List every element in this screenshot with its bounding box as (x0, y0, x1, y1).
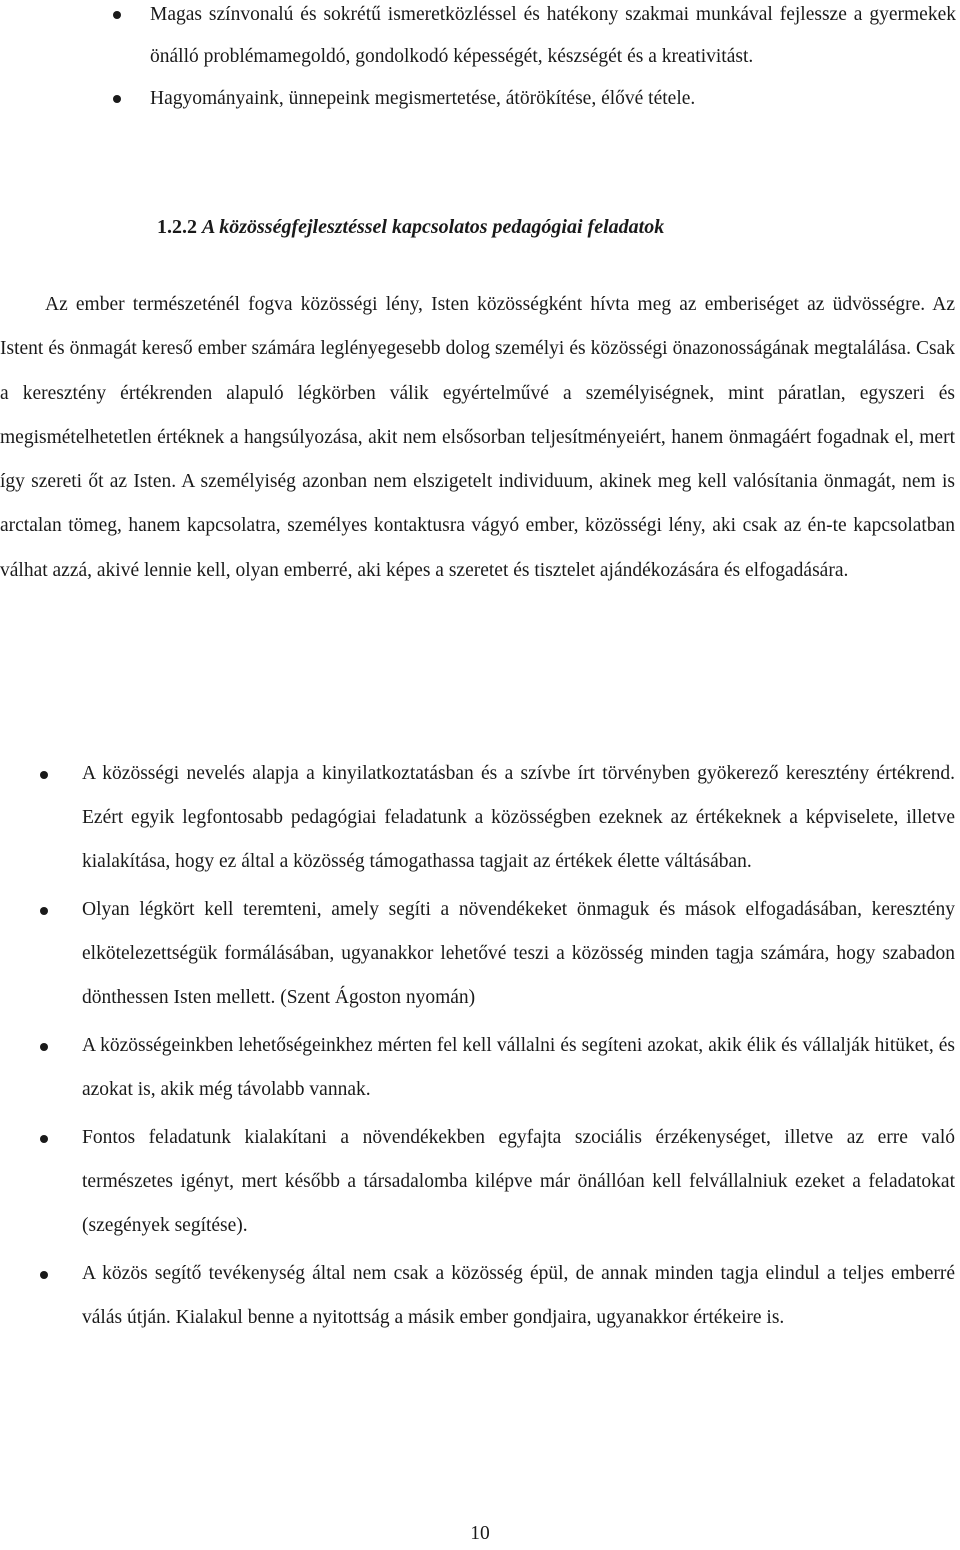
list-item (35, 1252, 955, 1340)
list-item (35, 888, 955, 1020)
list-item-text: Hagyományaink, ünnepeink megismertetése, átörökítése, élővé tétele. (150, 88, 696, 109)
body-paragraph: Az ember természeténél fogva közösségi lény, Isten közösségként hívta meg az emberiséget az üdvösségre. Az Istent és önmagát kereső ember számára leglényegesebb dolog személyi és közösségi önazonosságának megtalálása. Csak a keresztény értékrenden alapuló légkörben válik egyértelművé a személyiségnek, mint páratlan, egyszeri és megismételhetetlen értéknek a hangsúlyozása, akit nem elsősorban teljesítményeiért, hanem önmagáért fogadnak el, mert így szereti őt az Isten. A személyiség azonban nem elszigetelt individuum, akinek meg kell valósítania önmagát, nem is arctalan tömeg, hanem kapcsolatra, személyes kontaktusra vágyó ember, közösségi lény, aki csak az én-te kapcsolatban válhat azzá, akivé lennie kell, olyan emberré, aki képes a szeretet és tisztelet ajándékozására és elfogadására. (0, 294, 955, 581)
list-item (35, 1116, 955, 1248)
bullet-icon (40, 1043, 48, 1051)
bullet-icon (40, 907, 48, 915)
bullet-icon (113, 11, 121, 19)
main-bullet-list (35, 752, 955, 1340)
section-heading (157, 216, 664, 239)
list-item-text: A közösségeinkben lehetőségeinkhez mérten fel kell vállalni és segíteni azokat, akik élik és vállalják hitüket, és azokat is, akik még távolabb vannak. (82, 1035, 955, 1100)
list-item-text: Magas színvonalú és sokrétű ismeretközléssel és hatékony szakmai munkával fejlessze a gyermekek önálló problémamegoldó, gondolkodó képességét, készségét és a kreativitást. (150, 4, 956, 67)
section-number: 1.2.2 (157, 216, 197, 238)
list-item (110, 0, 956, 78)
page-number: 10 (470, 1523, 490, 1544)
list-item-text: A közösségi nevelés alapja a kinyilatkoztatásban és a szívbe írt törvényben gyökerező keresztény értékrend. Ezért egyik legfontosabb pedagógiai feladatunk a közösségben ezeknek az értékeknek a képviselete, illetve kialakítása, hogy ez által a közösség támogathassa tagjait az értékek élette váltásában. (82, 763, 955, 872)
list-item (35, 1024, 955, 1112)
bullet-icon (40, 1271, 48, 1279)
bullet-icon (40, 771, 48, 779)
list-item-text: Olyan légkört kell teremteni, amely segíti a növendékeket önmaguk és mások elfogadásában, keresztény elkötelezettségük formálásában, ugyanakkor lehetővé teszi a közösség minden tagja számára, hogy szabadon dönthessen Isten mellett. (Szent Ágoston nyomán) (82, 899, 955, 1008)
bullet-icon (40, 1135, 48, 1143)
list-item (110, 78, 956, 120)
section-title: A közösségfejlesztéssel kapcsolatos pedagógiai feladatok (202, 216, 665, 238)
list-item-text: A közös segítő tevékenység által nem csak a közösség épül, de annak minden tagja elindul a teljes emberré válás útján. Kialakul benne a nyitottság a másik ember gondjaira, ugyanakkor értékeire is. (82, 1263, 955, 1328)
list-item-text: Fontos feladatunk kialakítani a növendékekben egyfajta szociális érzékenységet, illetve az erre való természetes igényt, mert később a társadalomba kilépve már önállóan kell felvállalniuk ezeket a feladatokat (szegények segítése). (82, 1127, 955, 1236)
top-bullet-list (110, 0, 956, 120)
list-item (35, 752, 955, 884)
bullet-icon (113, 95, 121, 103)
